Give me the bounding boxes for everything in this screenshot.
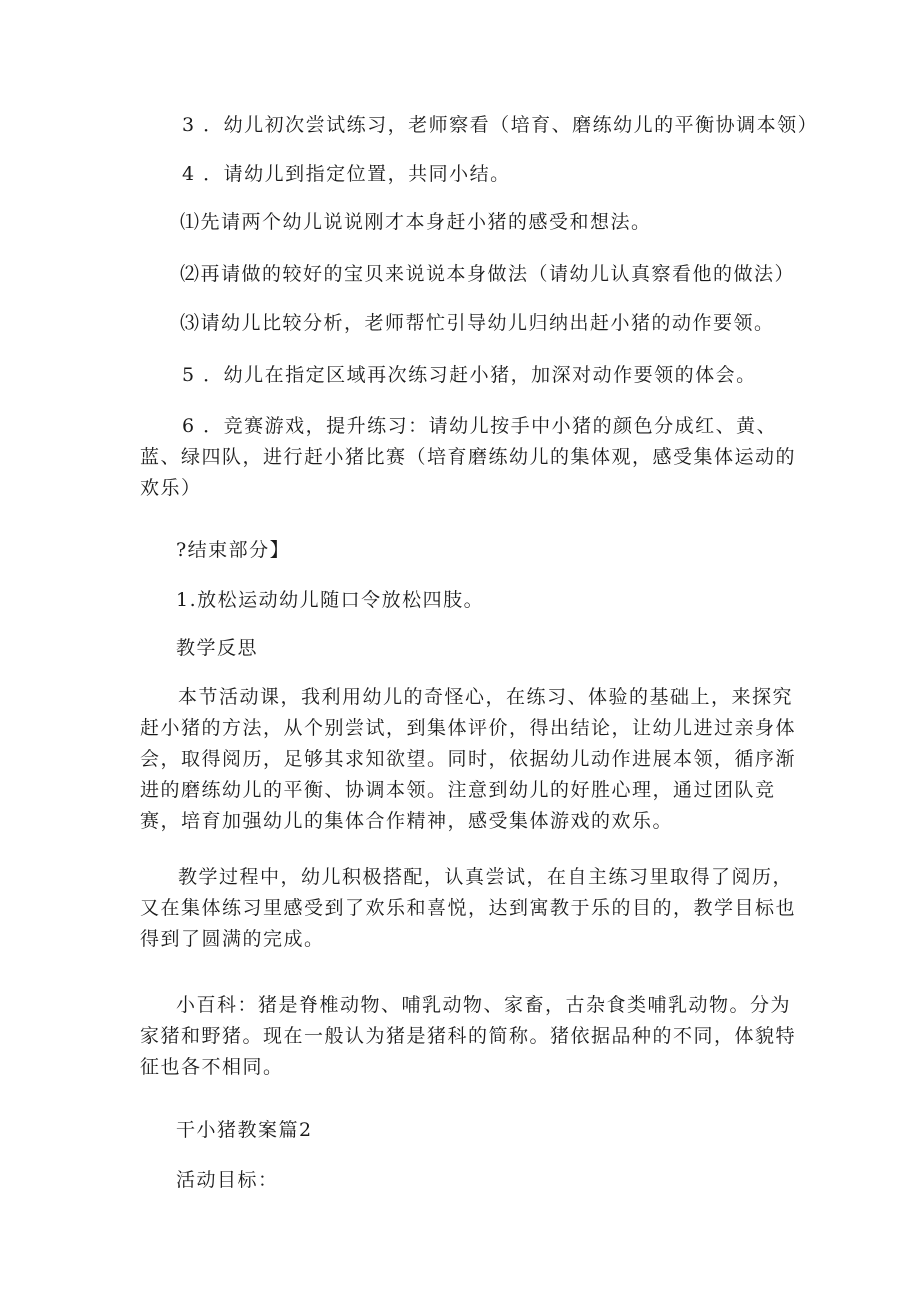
- teaching-reflection-heading: 教学反思: [176, 637, 259, 659]
- substep-1-line: ⑴先请两个幼儿说说刚才本身赶小猪的感受和想法。: [180, 211, 652, 233]
- reflection-paragraph-2: 教学过程中，幼儿积极搭配，认真尝试，在自主练习里取得了阅历，又在集体练习里感受到了欢乐和喜悦，达到寓教于乐的目的，教学目标也得到了圆满的完成。: [140, 866, 797, 950]
- substep-2-line: ⑵再请做的较好的宝贝来说说本身做法（请幼儿认真察看他的做法）: [180, 263, 796, 285]
- activity-goals-heading: 活动目标：: [176, 1169, 279, 1191]
- step-3-line: 3 ．幼儿初次尝试练习，老师察看（培育、磨练幼儿的平衡协调本领）: [182, 114, 819, 136]
- ending-section-heading: ?结束部分】: [176, 539, 291, 561]
- step-5-line: 5 ．幼儿在指定区域再次练习赶小猪，加深对动作要领的体会。: [182, 364, 757, 386]
- substep-3-line: ⑶请幼儿比较分析，老师帮忙引导幼儿归纳出赶小猪的动作要领。: [180, 312, 775, 334]
- relax-exercise-line: 1.放松运动幼儿随口令放松四肢。: [176, 589, 485, 611]
- lesson-plan-2-heading: 干小猪教案篇2: [176, 1119, 313, 1141]
- step-6-paragraph: 6 ．竞赛游戏，提升练习：请幼儿按手中小猪的颜色分成红、黄、蓝、绿四队，进行赶小猪比赛（培育磨练幼儿的集体观，感受集体运动的欢乐）: [140, 415, 797, 499]
- encyclopedia-paragraph: 小百科：猪是脊椎动物、哺乳动物、家畜，古杂食类哺乳动物。分为家猪和野猪。现在一般认为猪是猪科的简称。猪依据品种的不同，体貌特征也各不相同。: [140, 994, 797, 1078]
- step-4-line: 4 ．请幼儿到指定位置，共同小结。: [182, 163, 511, 185]
- reflection-paragraph-1: 本节活动课，我利用幼儿的奇怪心，在练习、体验的基础上，来探究赶小猪的方法，从个别尝试，到集体评价，得出结论，让幼儿进过亲身体会，取得阅历，足够其求知欲望。同时，依据幼儿动作进展本领，循序渐进的磨练幼儿的平衡、协调本领。注意到幼儿的好胜心理，通过团队竞赛，培育加强幼儿的集体合作精神，感受集体游戏的欢乐。: [140, 686, 797, 832]
